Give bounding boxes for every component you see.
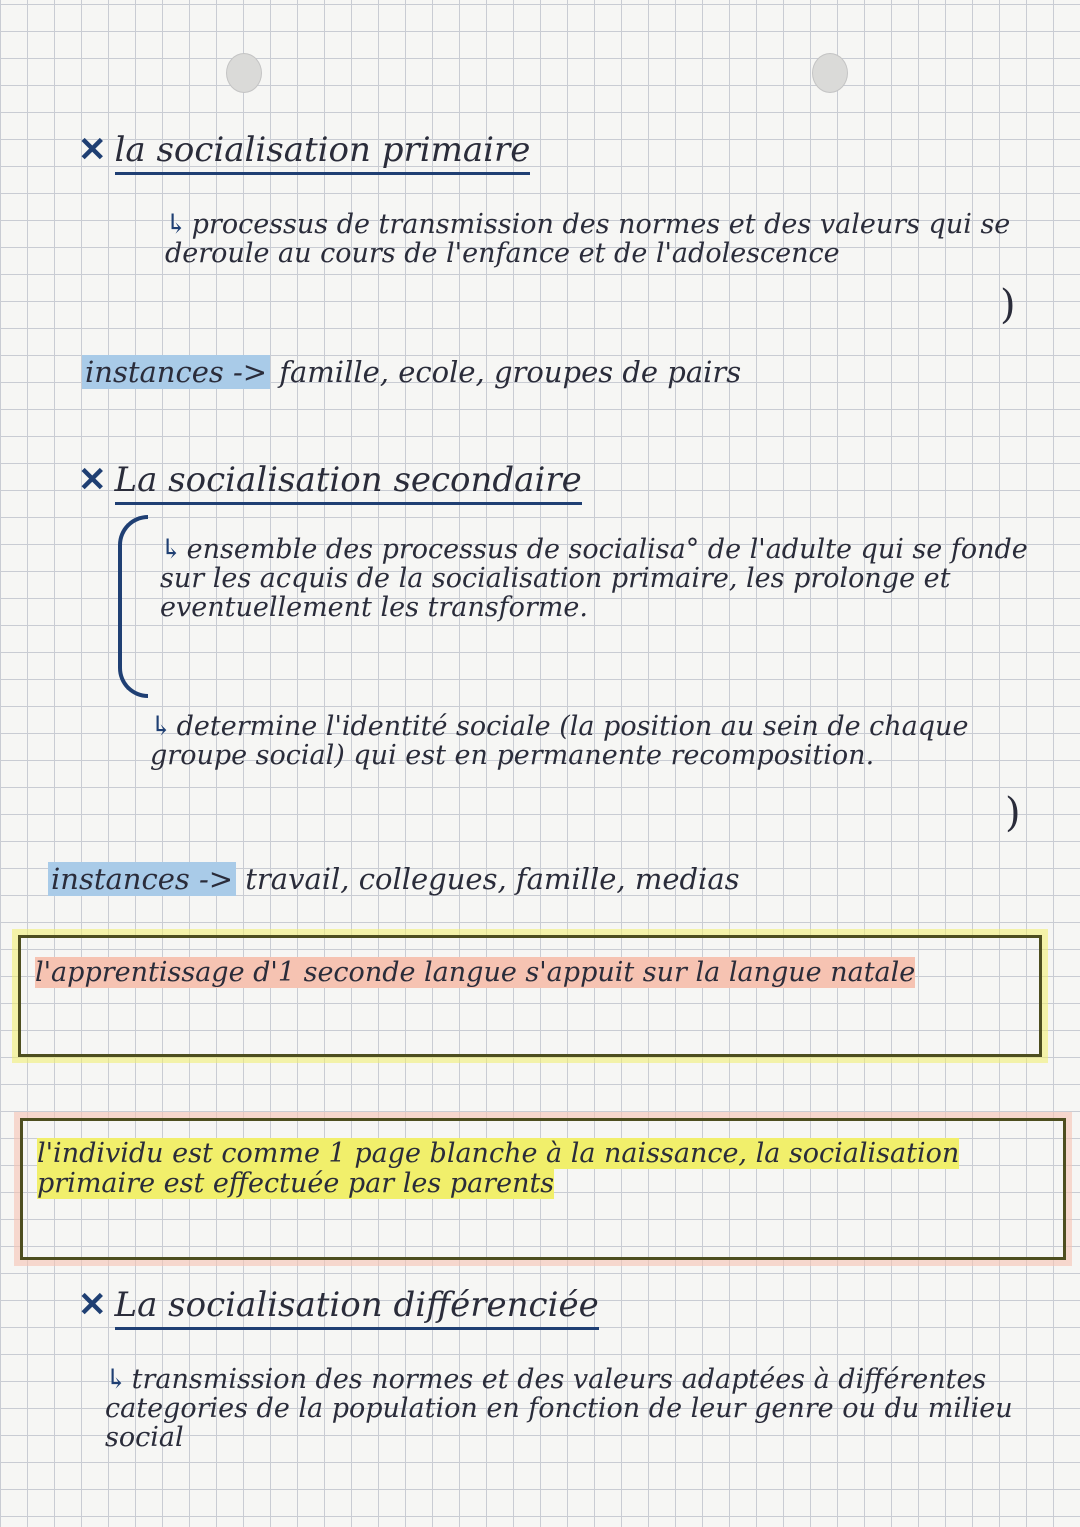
heading-primary [78,130,530,170]
heading-differentiated [78,1285,599,1325]
heading-differentiated-text: La socialisation différenciée [115,1285,599,1330]
primary-instances [82,355,741,389]
secondary-identity: ↳ determine l'identité sociale (la position au sein de chaque groupe social) qui est en permanente recomposition. [150,711,969,771]
arrow-icon: ↳ [160,534,183,565]
heading-secondary [78,460,582,500]
note-box-individual [20,1118,1066,1260]
secondary-instances [48,862,740,896]
differentiated-definition: ↳ transmission des normes et des valeurs adaptées à différentes categories de la population en fonction de leur genre ou du milieu social [105,1364,1013,1453]
heading-secondary-text: La socialisation secondaire [115,460,582,505]
punch-hole-right [812,53,848,93]
left-brace-icon [118,515,148,698]
x-mark-icon: ✕ [78,460,107,500]
primary-definition: ↳ processus de transmission des normes et des valeurs qui se deroule au cours de l'enfance et de l'adolescence [165,209,1011,269]
secondary-definition: ↳ ensemble des processus de socialisa° de l'adulte qui se fonde sur les acquis de la socialisation primaire, les prolonge et eventuellement les transforme. [160,534,1028,623]
instances-label: instances -> [48,862,236,896]
x-mark-icon: ✕ [78,130,107,170]
note-box-individual-text: l'individu est comme 1 page blanche à la naissance, la socialisation primaire est effectuée par les parents [37,1138,960,1199]
note-box-language-text: l'apprentissage d'1 seconde langue s'appuit sur la langue natale [35,957,916,988]
arrow-icon: ↳ [150,711,173,742]
instances-list: famille, ecole, groupes de pairs [279,355,742,389]
arrow-icon: ↳ [105,1364,128,1395]
note-box-language [18,935,1042,1057]
heading-primary-text: la socialisation primaire [115,130,531,175]
arrow-icon: ↳ [165,209,188,240]
instances-label: instances -> [82,355,270,389]
bracket-icon: ) [1000,282,1016,328]
x-mark-icon: ✕ [78,1285,107,1325]
bracket-icon: ) [1005,790,1021,836]
punch-hole-left [226,53,262,93]
instances-list: travail, collegues, famille, medias [245,862,740,896]
